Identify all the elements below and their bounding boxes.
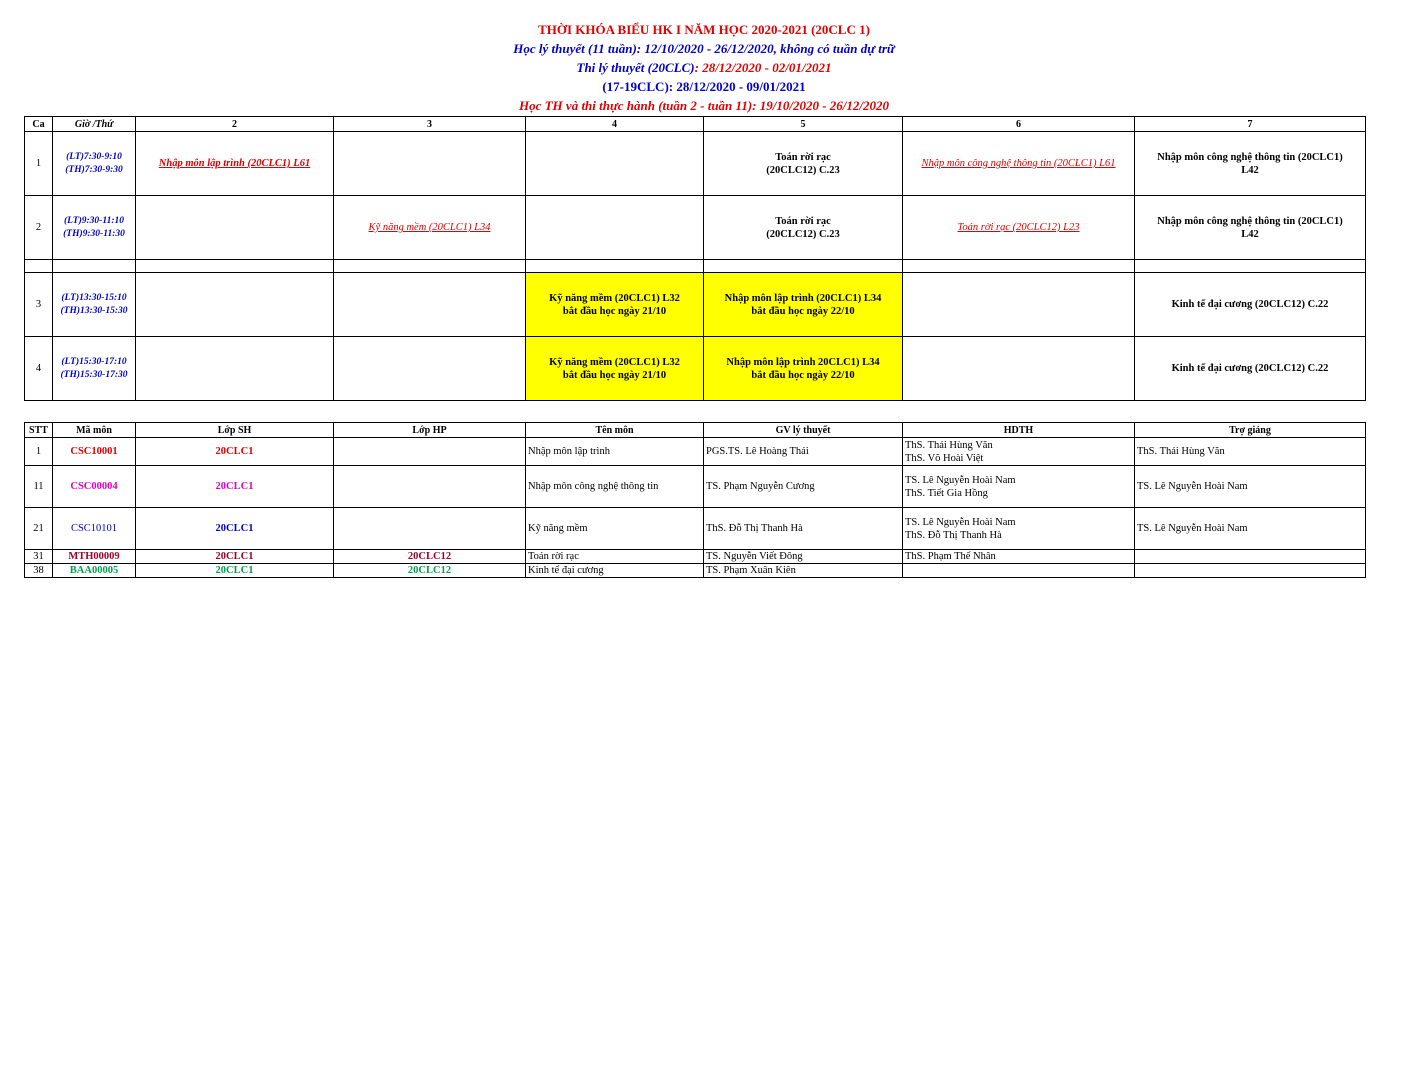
course-code: BAA00005 — [53, 564, 136, 578]
theory-time: (LT)7:30-9:10 — [66, 151, 122, 162]
course-row — [25, 466, 1366, 508]
highlighted-class-cell — [704, 337, 903, 401]
class-cell — [136, 132, 334, 196]
course-section-class — [334, 466, 526, 508]
course-home-class: 20CLC1 — [136, 550, 334, 564]
theory-period: Học lý thuyết (11 tuần): 12/10/2020 - 26/12/2020, không có tuần dự trữ — [513, 41, 895, 56]
course-section-class — [334, 508, 526, 550]
course-lab-instructor — [903, 564, 1135, 578]
session-time — [53, 337, 136, 401]
header-home-class: Lớp SH — [136, 423, 334, 438]
header-section-class: Lớp HP — [334, 423, 526, 438]
start-date-note: bắt đầu học ngày 21/10 — [562, 305, 667, 317]
course-stt: 38 — [25, 564, 53, 578]
course-stt: 1 — [25, 438, 53, 466]
spacer-cell — [704, 260, 903, 273]
course-row — [25, 564, 1366, 578]
practice-time: (TH)15:30-17:30 — [60, 369, 128, 380]
timetable-row — [25, 132, 1366, 196]
timetable-row — [25, 337, 1366, 401]
highlighted-class-cell — [526, 337, 704, 401]
header-lecturer: GV lý thuyết — [704, 423, 903, 438]
instructor-name: TS. Lê Nguyễn Hoài Nam — [905, 516, 1016, 528]
session-number: 4 — [25, 337, 53, 401]
practice-time: (TH)9:30-11:30 — [63, 228, 125, 239]
class-room: L42 — [1241, 164, 1259, 176]
course-code: CSC00004 — [53, 466, 136, 508]
theory-time: (LT)13:30-15:10 — [61, 292, 127, 303]
course-section-class: 20CLC12 — [334, 564, 526, 578]
course-home-class: 20CLC1 — [136, 466, 334, 508]
instructor-name: TS. Lê Nguyễn Hoài Nam — [905, 474, 1016, 486]
empty-cell — [334, 273, 526, 337]
lunch-break-row — [25, 260, 1366, 273]
course-stt: 21 — [25, 508, 53, 550]
header-day-4: 4 — [526, 117, 704, 132]
start-date-note: bắt đầu học ngày 22/10 — [751, 305, 855, 317]
instructor-name: ThS. Tiết Gia Hồng — [905, 487, 988, 499]
older-cohort-exam: (17-19CLC): 28/12/2020 - 09/01/2021 — [602, 79, 806, 94]
theory-exam-dates: : 28/12/2020 - 02/01/2021 — [694, 60, 832, 75]
empty-cell — [903, 337, 1135, 401]
course-lab-instructor: ThS. Phạm Thế Nhân — [903, 550, 1135, 564]
course-code: MTH00009 — [53, 550, 136, 564]
empty-cell — [526, 132, 704, 196]
theory-time: (LT)15:30-17:10 — [61, 356, 127, 367]
course-lecturer: TS. Phạm Nguyễn Cương — [704, 466, 903, 508]
practice-time: (TH)13:30-15:30 — [60, 305, 128, 316]
spacer-cell — [334, 260, 526, 273]
spacer-cell — [53, 260, 136, 273]
class-cell — [334, 196, 526, 260]
class-name: Nhập môn lập trình (20CLC1) L34 — [724, 292, 882, 304]
course-lecturer: TS. Nguyễn Viết Đông — [704, 550, 903, 564]
class-cell — [704, 196, 903, 260]
session-number: 2 — [25, 196, 53, 260]
course-row — [25, 438, 1366, 466]
class-link[interactable]: Nhập môn lập trình (20CLC1) L61 — [158, 158, 311, 169]
course-teaching-assistant — [1135, 564, 1366, 578]
class-cell: Kinh tế đại cương (20CLC12) C.22 — [1135, 337, 1366, 401]
class-cell — [1135, 132, 1366, 196]
course-lecturer: ThS. Đỗ Thị Thanh Hà — [704, 508, 903, 550]
class-room: (20CLC12) C.23 — [766, 228, 840, 240]
highlighted-class-cell — [526, 273, 704, 337]
class-link[interactable]: Nhập môn công nghệ thông tin (20CLC1) L61 — [921, 158, 1116, 169]
start-date-note: bắt đầu học ngày 22/10 — [751, 369, 855, 381]
document-title: THỜI KHÓA BIỂU HK I NĂM HỌC 2020-2021 (20CLC 1) — [538, 22, 870, 37]
class-name: Nhập môn công nghệ thông tin (20CLC1) — [1157, 215, 1343, 227]
class-link[interactable]: Kỹ năng mềm (20CLC1) L34 — [368, 222, 491, 233]
header-time-day: Giờ /Thứ — [53, 117, 136, 132]
class-name: Nhập môn lập trình 20CLC1) L34 — [726, 356, 880, 368]
course-name: Toán rời rạc — [526, 550, 704, 564]
empty-cell — [136, 273, 334, 337]
spacer-cell — [1135, 260, 1366, 273]
theory-exam-label: Thi lý thuyết (20CLC) — [576, 60, 695, 75]
header-day-3: 3 — [334, 117, 526, 132]
course-section-class — [334, 438, 526, 466]
session-time — [53, 132, 136, 196]
course-name: Nhập môn lập trình — [526, 438, 704, 466]
course-section-class: 20CLC12 — [334, 550, 526, 564]
class-cell — [903, 132, 1135, 196]
header-stt: STT — [25, 423, 53, 438]
class-room: (20CLC12) C.23 — [766, 164, 840, 176]
header-ca: Ca — [25, 117, 53, 132]
course-header-row — [25, 423, 1366, 438]
empty-cell — [334, 337, 526, 401]
header-day-2: 2 — [136, 117, 334, 132]
course-name: Kinh tế đại cương — [526, 564, 704, 578]
instructor-name: ThS. Thái Hùng Văn — [905, 439, 993, 451]
course-home-class: 20CLC1 — [136, 508, 334, 550]
course-lab-instructor — [903, 438, 1135, 466]
header-lab-instructor: HDTH — [903, 423, 1135, 438]
course-teaching-assistant: TS. Lê Nguyễn Hoài Nam — [1135, 466, 1366, 508]
class-name: Kỹ năng mềm (20CLC1) L32 — [549, 356, 680, 368]
course-name: Kỹ năng mềm — [526, 508, 704, 550]
session-time — [53, 273, 136, 337]
class-name: Nhập môn công nghệ thông tin (20CLC1) — [1157, 151, 1343, 163]
course-code: CSC10101 — [53, 508, 136, 550]
course-lab-instructor — [903, 508, 1135, 550]
course-lab-instructor — [903, 466, 1135, 508]
course-teaching-assistant — [1135, 550, 1366, 564]
header-teaching-assistant: Trợ giảng — [1135, 423, 1366, 438]
header-day-5: 5 — [704, 117, 903, 132]
header-day-7: 7 — [1135, 117, 1366, 132]
session-time — [53, 196, 136, 260]
empty-cell — [136, 337, 334, 401]
course-teaching-assistant: ThS. Thái Hùng Văn — [1135, 438, 1366, 466]
document-header — [0, 20, 1408, 115]
timetable-row — [25, 196, 1366, 260]
class-link[interactable]: Toán rời rạc (20CLC12) L23 — [957, 222, 1080, 233]
class-room: L42 — [1241, 228, 1259, 240]
class-name: Kỹ năng mềm (20CLC1) L32 — [549, 292, 680, 304]
course-row — [25, 550, 1366, 564]
header-day-6: 6 — [903, 117, 1135, 132]
course-name: Nhập môn công nghệ thông tin — [526, 466, 704, 508]
course-lecturer: TS. Phạm Xuân Kiên — [704, 564, 903, 578]
header-course-code: Mã môn — [53, 423, 136, 438]
empty-cell — [334, 132, 526, 196]
spacer-cell — [25, 260, 53, 273]
course-teaching-assistant: TS. Lê Nguyễn Hoài Nam — [1135, 508, 1366, 550]
header-course-name: Tên môn — [526, 423, 704, 438]
course-home-class: 20CLC1 — [136, 564, 334, 578]
class-cell: Kinh tế đại cương (20CLC12) C.22 — [1135, 273, 1366, 337]
course-row — [25, 508, 1366, 550]
session-number: 1 — [25, 132, 53, 196]
empty-cell — [526, 196, 704, 260]
instructor-name: ThS. Võ Hoài Việt — [905, 452, 984, 464]
class-cell — [903, 196, 1135, 260]
spacer-cell — [903, 260, 1135, 273]
class-cell — [704, 132, 903, 196]
class-name: Toán rời rạc — [775, 151, 831, 163]
theory-time: (LT)9:30-11:10 — [64, 215, 124, 226]
class-cell — [1135, 196, 1366, 260]
empty-cell — [903, 273, 1135, 337]
timetable-row — [25, 273, 1366, 337]
highlighted-class-cell — [704, 273, 903, 337]
course-stt: 11 — [25, 466, 53, 508]
class-name: Toán rời rạc — [775, 215, 831, 227]
empty-cell — [136, 196, 334, 260]
practice-time: (TH)7:30-9:30 — [65, 164, 123, 175]
session-number: 3 — [25, 273, 53, 337]
spacer-cell — [136, 260, 334, 273]
theory-exam-line — [0, 58, 1408, 77]
course-code: CSC10001 — [53, 438, 136, 466]
timetable-header-row — [25, 117, 1366, 132]
timetable — [24, 116, 1366, 401]
course-list — [24, 422, 1366, 578]
course-stt: 31 — [25, 550, 53, 564]
course-home-class: 20CLC1 — [136, 438, 334, 466]
course-lecturer: PGS.TS. Lê Hoàng Thái — [704, 438, 903, 466]
start-date-note: bắt đầu học ngày 21/10 — [562, 369, 667, 381]
practice-period: Học TH và thi thực hành (tuần 2 - tuần 11): 19/10/2020 - 26/12/2020 — [518, 98, 890, 113]
instructor-name: ThS. Đỗ Thị Thanh Hà — [905, 529, 1002, 541]
spacer-cell — [526, 260, 704, 273]
